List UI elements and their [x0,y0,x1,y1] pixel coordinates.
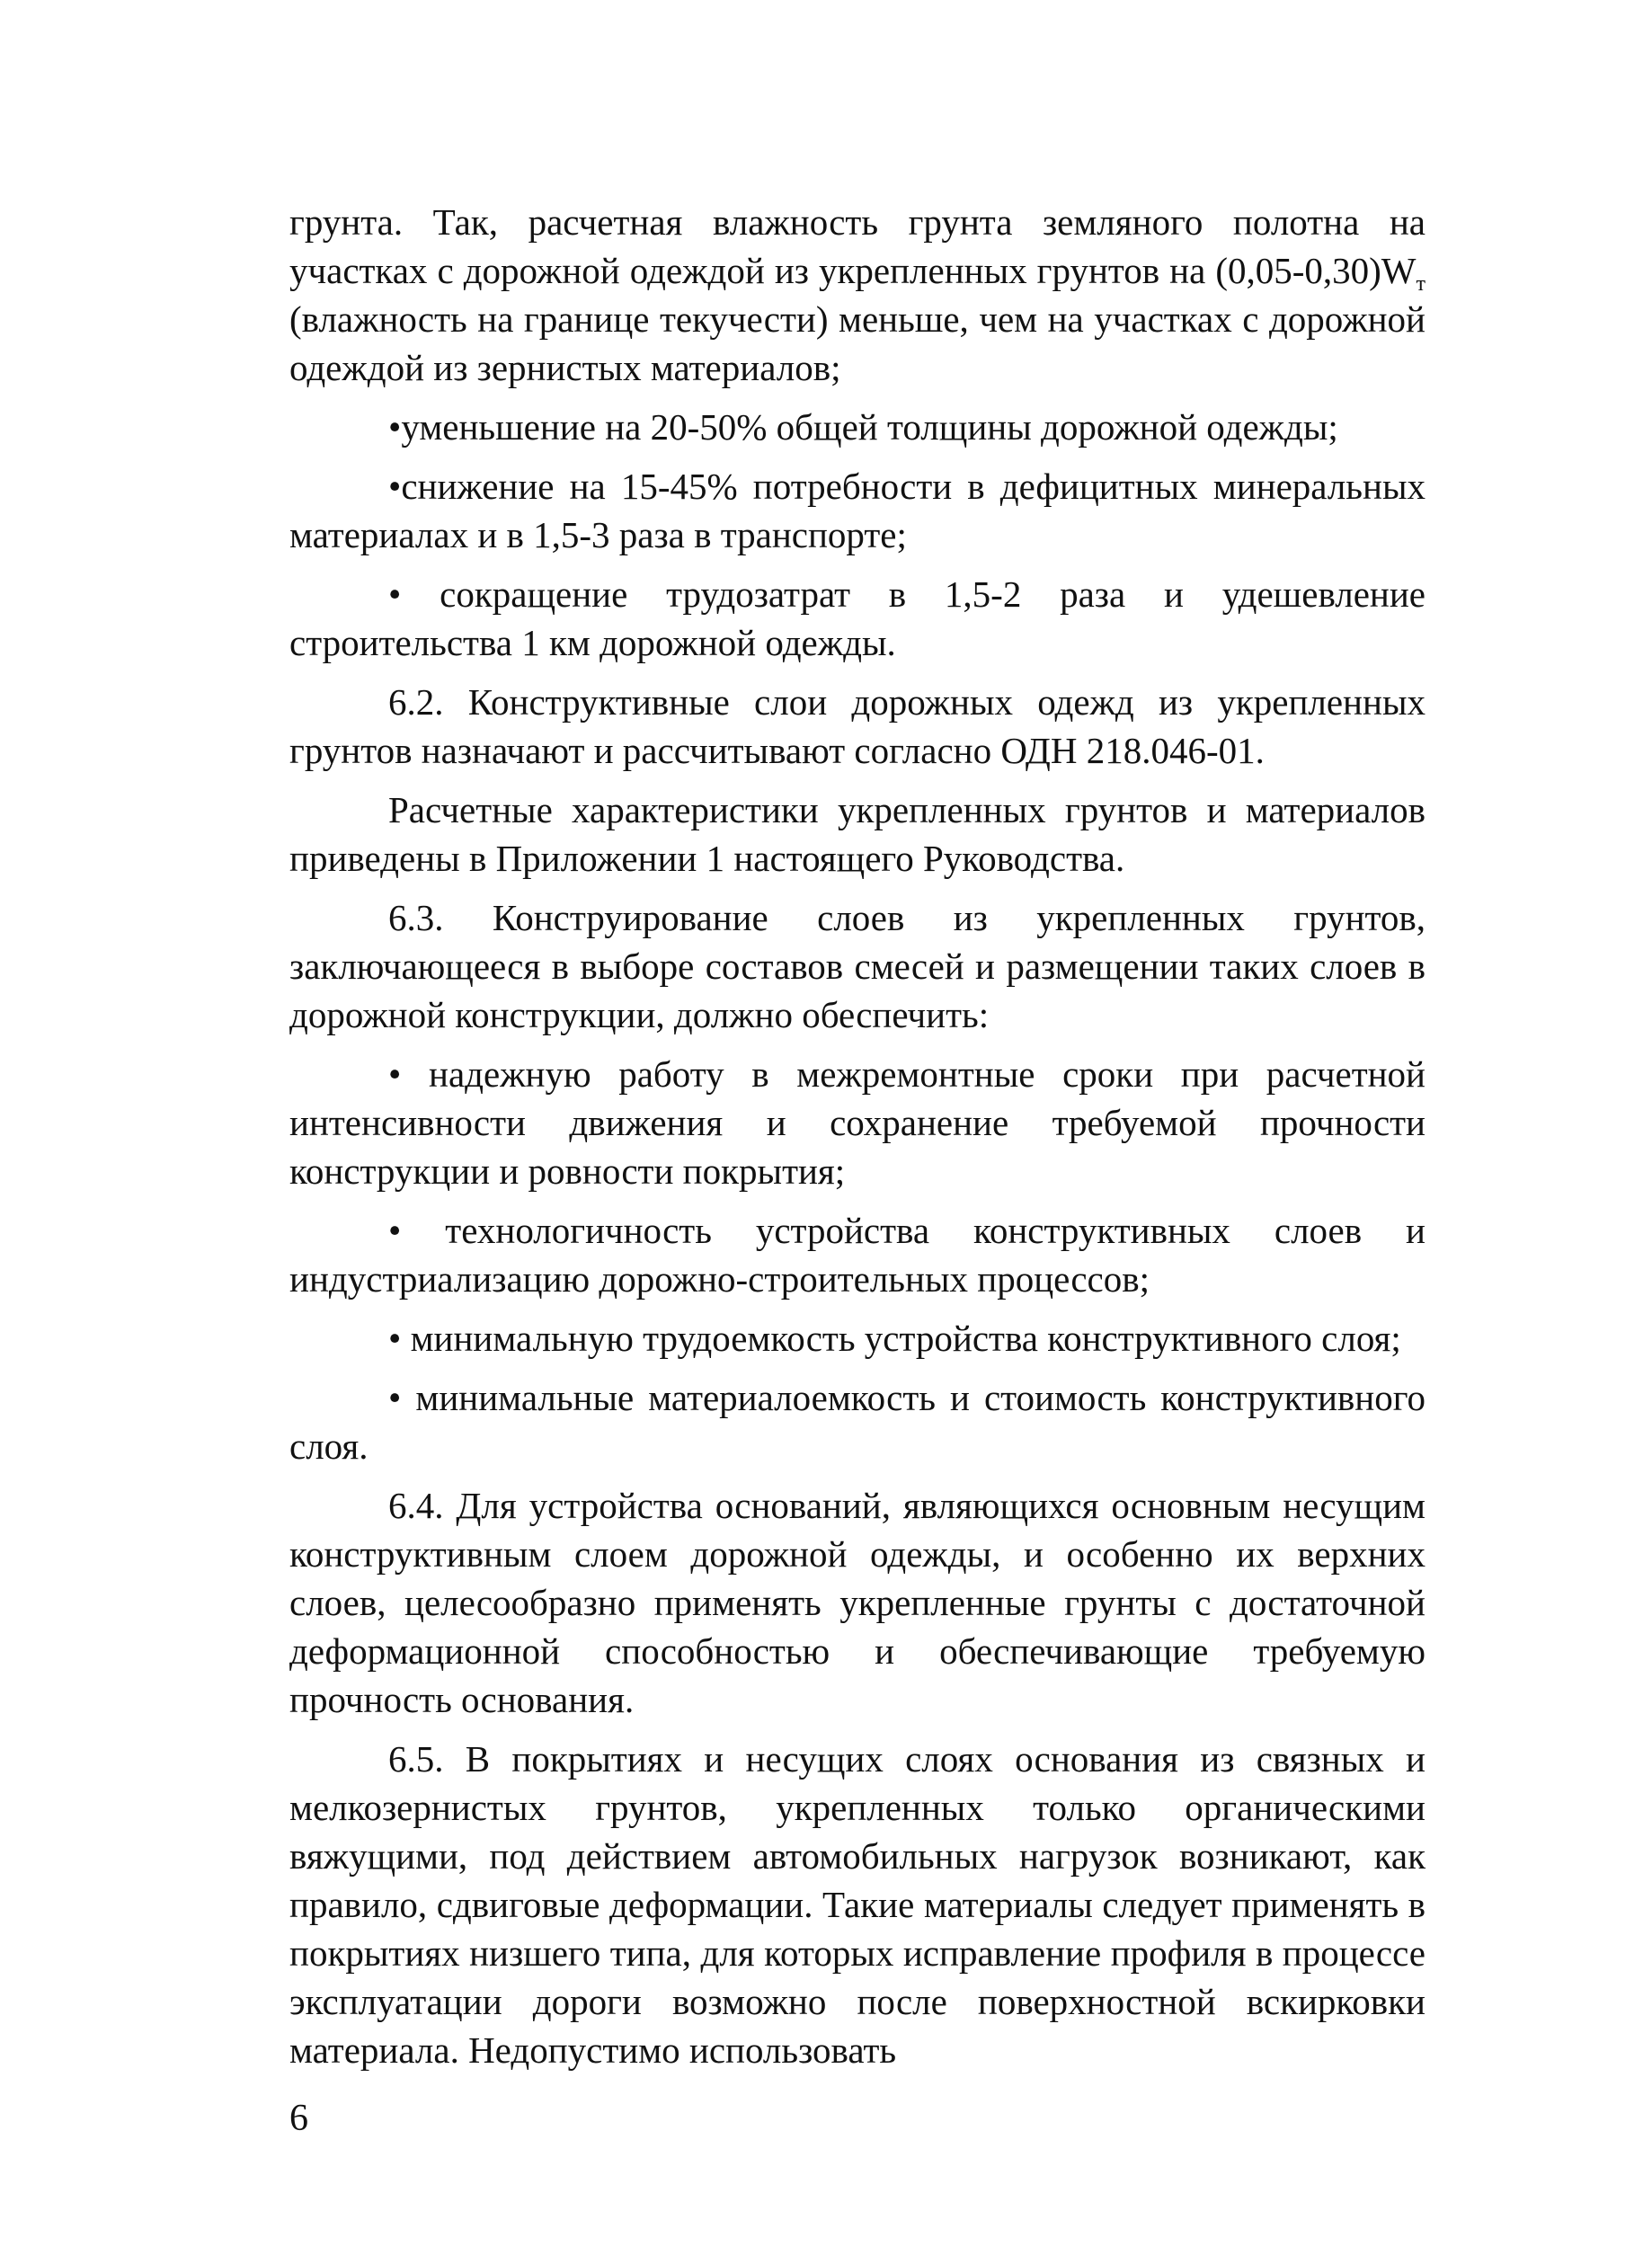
page-number: 6 [289,2098,308,2139]
bullet-item-thickness-reduction: •уменьшение на 20-50% общей толщины дорожной одежды; [388,406,1338,448]
section-6-4-paragraph: 6.4. Для устройства оснований, являющихся основным несущим конструктивным слоем дорожной одежды, и особенно их верхних слоев, целесообразно применять укрепленные грунты с достаточной деформационной способностью и обеспечивающие требуемую прочность основания. [289,1485,1426,1720]
spacer [289,1363,1426,1373]
spacer [289,392,1426,403]
spacer [289,559,1426,570]
spacer [289,1303,1426,1314]
subscript-t: т [1416,272,1426,296]
bullet-item-minimal-materials: • минимальные материалоемкость и стоимость конструктивного слоя. [289,1377,1426,1467]
bullet-item-reliable-operation: • надежную работу в межремонтные сроки при расчетной интенсивности движения и сохранение требуемой прочности конструкции и ровности покрытия; [289,1053,1426,1192]
continuation-text-part-2: (влажность на границе текучести) меньше, чем на участках с дорожной одеждой из зернистых материалов; [289,298,1426,388]
spacer [289,1195,1426,1206]
characteristics-paragraph: Расчетные характеристики укрепленных грунтов и материалов приведены в Приложении 1 настоящего Руководства. [289,789,1426,879]
spacer [289,883,1426,893]
spacer [289,1039,1426,1050]
spacer [289,775,1426,786]
continuation-text-part-1: грунта. Так, расчетная влажность грунта земляного полотна на участках с дорожной одеждой из укрепленных грунтов на (0,05-0,30)W [289,201,1426,291]
bullet-item-material-reduction: •снижение на 15-45% потребности в дефицитных минеральных материалах и в 1,5-3 раза в транспорте; [289,466,1426,555]
section-6-5-paragraph: 6.5. В покрытиях и несущих слоях основания из связных и мелкозернистых грунтов, укрепленных только органическими вяжущими, под действием автомобильных нагрузок возникают, как правило, сдвиговые деформации. Такие материалы следует применять в покрытиях низшего типа, для которых исправление профиля в процессе эксплуатации дороги возможно после поверхностной вскирковки материала. Недопустимо использовать [289,1738,1426,2071]
bullet-item-labor-reduction: • сокращение трудозатрат в 1,5-2 раза и удешевление строительства 1 км дорожной одежды. [289,573,1426,663]
bullet-item-minimal-labor: • минимальную трудоемкость устройства конструктивного слоя; [388,1318,1401,1359]
spacer [289,1470,1426,1481]
spacer [289,667,1426,678]
body-text [289,198,1426,2074]
section-6-2-paragraph: 6.2. Конструктивные слои дорожных одежд из укрепленных грунтов назначают и рассчитывают согласно ОДН 218.046-01. [289,681,1426,771]
section-6-3-paragraph: 6.3. Конструирование слоев из укрепленных грунтов, заключающееся в выборе составов смесей и размещении таких слоев в дорожной конструкции, должно обеспечить: [289,897,1426,1035]
bullet-item-manufacturability: • технологичность устройства конструктивных слоев и индустриализацию дорожно-строительных процессов; [289,1210,1426,1300]
continuation-paragraph [289,198,1426,392]
spacer [289,451,1426,462]
spacer [289,1724,1426,1735]
